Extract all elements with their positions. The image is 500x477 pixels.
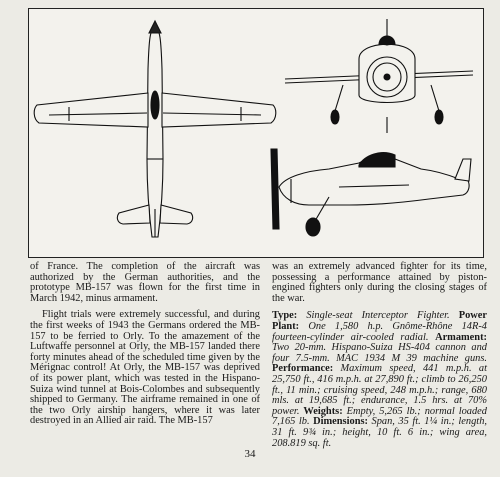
specifications-block — [272, 311, 487, 449]
aircraft-three-view-illustration — [28, 8, 484, 258]
right-paragraph-1: was an extremely advanced fighter for its time, possessing a performance attained by piston-engined fighters only during the closing stages of the war. — [272, 261, 487, 304]
performance-value: Maximum speed, 441 m.p.h. at 25,750 ft., 416 m.p.h. at 27,890 ft.; climb to 26,250 ft., 11 min.; cruising speed, 248 m.p.h.; range, 680 mls. at 19,685 ft.; endurance, 1.5 hrs. at 70% power. — [272, 363, 487, 417]
right-text-column — [272, 262, 487, 449]
aircraft-drawing-svg — [29, 9, 484, 258]
performance-label: Performance: — [272, 363, 334, 375]
weights-value: Empty, 5,265 lb.; normal loaded 7,165 lb. — [272, 405, 487, 428]
plan-view — [34, 21, 276, 237]
dimensions-label: Dimensions: — [313, 416, 368, 428]
front-view — [285, 19, 473, 133]
page-number: 34 — [244, 448, 256, 460]
type-value: Single-seat Interceptor Fighter. — [306, 310, 450, 322]
left-paragraph-1: of France. The completion of the aircraft was authorized by the German authorities, and the prototype MB-157 was flown for the first time in March 1942, minus armament. — [30, 261, 260, 304]
side-view — [271, 149, 471, 236]
power-plant-value: One 1,580 h.p. Gnôme-Rhône 14R-4 fourteen-cylinder air-cooled radial. — [272, 320, 487, 343]
armament-label: Armament: — [435, 331, 487, 343]
armament-value: Two 20-mm. Hispano-Suiza HS-404 cannon and four 7.5-mm. MAC 1934 M 39 machine guns. — [272, 342, 487, 364]
dimensions-value: Span, 35 ft. 1¼ in.; length, 31 ft. 9¾ in.; height, 10 ft. 6 in.; wing area, 208.819 sq. ft. — [272, 416, 487, 449]
power-plant-label: Power Plant: — [272, 310, 487, 332]
type-label: Type: — [272, 310, 298, 322]
left-text-column — [30, 262, 260, 427]
weights-label: Weights: — [303, 405, 343, 417]
left-paragraph-2: Flight trials were extremely successful, and during the first weeks of 1943 the Germans ordered the MB-157 to be ferried to Orly. To the amazement of the Luftwaffe personnel at Orly, the MB-157 landed there forty minutes ahead of the scheduled time given by the Mérignac control! At Orly, the MB-157 was deprived of its power plant, which was tested in the Hispano-Suiza wind tunnel at Bois-Colombes and subsequently shipped to Germany. The airframe remained in one of the two Orly airship hangers, where it was later destroyed in an Allied air raid. The MB-157 — [30, 309, 260, 427]
